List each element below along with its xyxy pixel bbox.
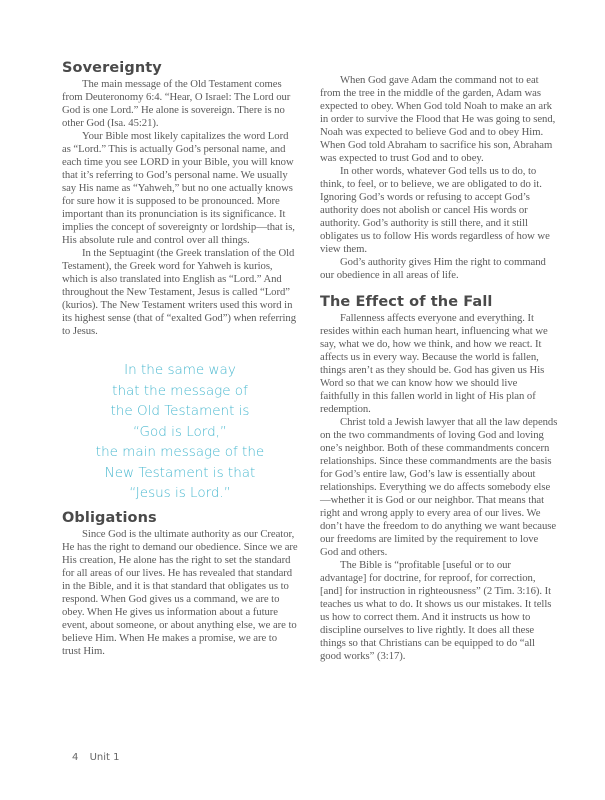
paragraph: God’s authority gives Him the right to command our obedience in all areas of life. [320,256,546,281]
pull-quote-line: the Old Testament is [110,403,250,419]
right-column [320,74,558,663]
left-column [62,60,298,658]
paragraph: Fallenness affects everyone and everything. It resides within each human heart, influencing what we say, what we do, how we think, and how we react. It affects us in every way. Because the world is fallen, things aren’t as they should be. God has given us His Word so that we can know how we should live faithfully in this fallen world in light of His plan of redemption. [320,312,548,415]
paragraph: When God gave Adam the command not to eat from the tree in the middle of the garden, Adam was expected to obey. When God told Noah to make an ark in order to survive the Flood that He was going to send, Noah was expected to believe God and to obey Him. When God told Abraham to sacrifice his son, Abraham was expected to trust God and to obey. [320,74,556,164]
section-heading-effect-of-the-fall: The Effect of the Fall [320,294,493,310]
section-heading-sovereignty: Sovereignty [62,60,162,76]
pull-quote-line: the main message of the [95,444,265,460]
pull-quote-line: “Jesus is Lord.” [129,485,231,501]
pull-quote-line: In the same way [124,362,236,378]
paragraph: The main message of the Old Testament comes from Deuteronomy 6:4. “Hear, O Israel: The Lord our God is one Lord.” He alone is sovereign. There is no other God (Isa. 45:21). [62,78,291,129]
paragraph: In the Septuagint (the Greek translation of the Old Testament), the Greek word for Yahweh is kurios, which is also translated into English as “Lord.” And throughout the New Testament, Jesus is called “Lord” (kurios). The New Testament writers used this word in its highest sense (that of “exalted God”) when referring to Jesus. [62,247,297,337]
section-heading-obligations: Obligations [62,509,157,526]
pull-quote-line: that the message of [112,382,248,399]
paragraph: The Bible is “profitable [useful or to our advantage] for doctrine, for reproof, for correction, [and] for instruction in righteousness” (2 Tim. 3:16). It teaches us what to do. It shows us our mistakes. It tells us how to correct them. And it instructs us how to discipline ourselves to live rightly. It does all these things so that Christians can be equipped to do “all good works” (3:17). [320,559,552,662]
paragraph: In other words, whatever God tells us to do, to think, to feel, or to believe, we are obligated to do it. Ignoring God’s words or refusing to accept God’s authority does not abolish or cancel His words or authority. God’s authority is still there, and it still obligates us to follow His words regardless of how we view them. [320,165,550,255]
pull-quote [62,360,298,504]
page-number: 4 [72,752,79,763]
page-footer [72,752,127,763]
pull-quote-line: “God is Lord,” [133,423,227,440]
paragraph: Christ told a Jewish lawyer that all the law depends on the two commandments of loving God and loving one’s neighbor. Both of these commandments concern relationships. Since these commandments are the basis for God’s entire law, God’s law is essentially about relationships. Everything we do affects somebody else—whether it is God or our neighbor. That means that right and wrong apply to every area of our lives. We don’t have the freedom to do anything we want because our freedoms are limited by the requirement to love God and others. [320,416,558,558]
paragraph: Since God is the ultimate authority as our Creator, He has the right to demand our obedience. Since we are His creation, He alone has the right to set the standard for all areas of our lives. He has revealed that standard in the Bible, and it is that standard that obligates us to respond. When God gives us a command, we are to obey. When He gives us information about a future event, about someone, or about anything else, we are to believe Him. When He makes a promise, we are to trust Him. [62,527,298,657]
paragraph: Your Bible most likely capitalizes the word Lord as “Lord.” This is actually God’s personal name, and each time you see LORD in your Bible, you will know that it’s referring to God’s personal name. We usually say His name as “Yahweh,” but no one actually knows for sure how it is supposed to be pronounced. More important than its pronunciation is its significance. It implies the concept of sovereignty or lordship—that is, His absolute rule and control over all things. [62,130,295,246]
pull-quote-line: New Testament is that [104,464,256,481]
unit-label: Unit 1 [89,752,120,763]
